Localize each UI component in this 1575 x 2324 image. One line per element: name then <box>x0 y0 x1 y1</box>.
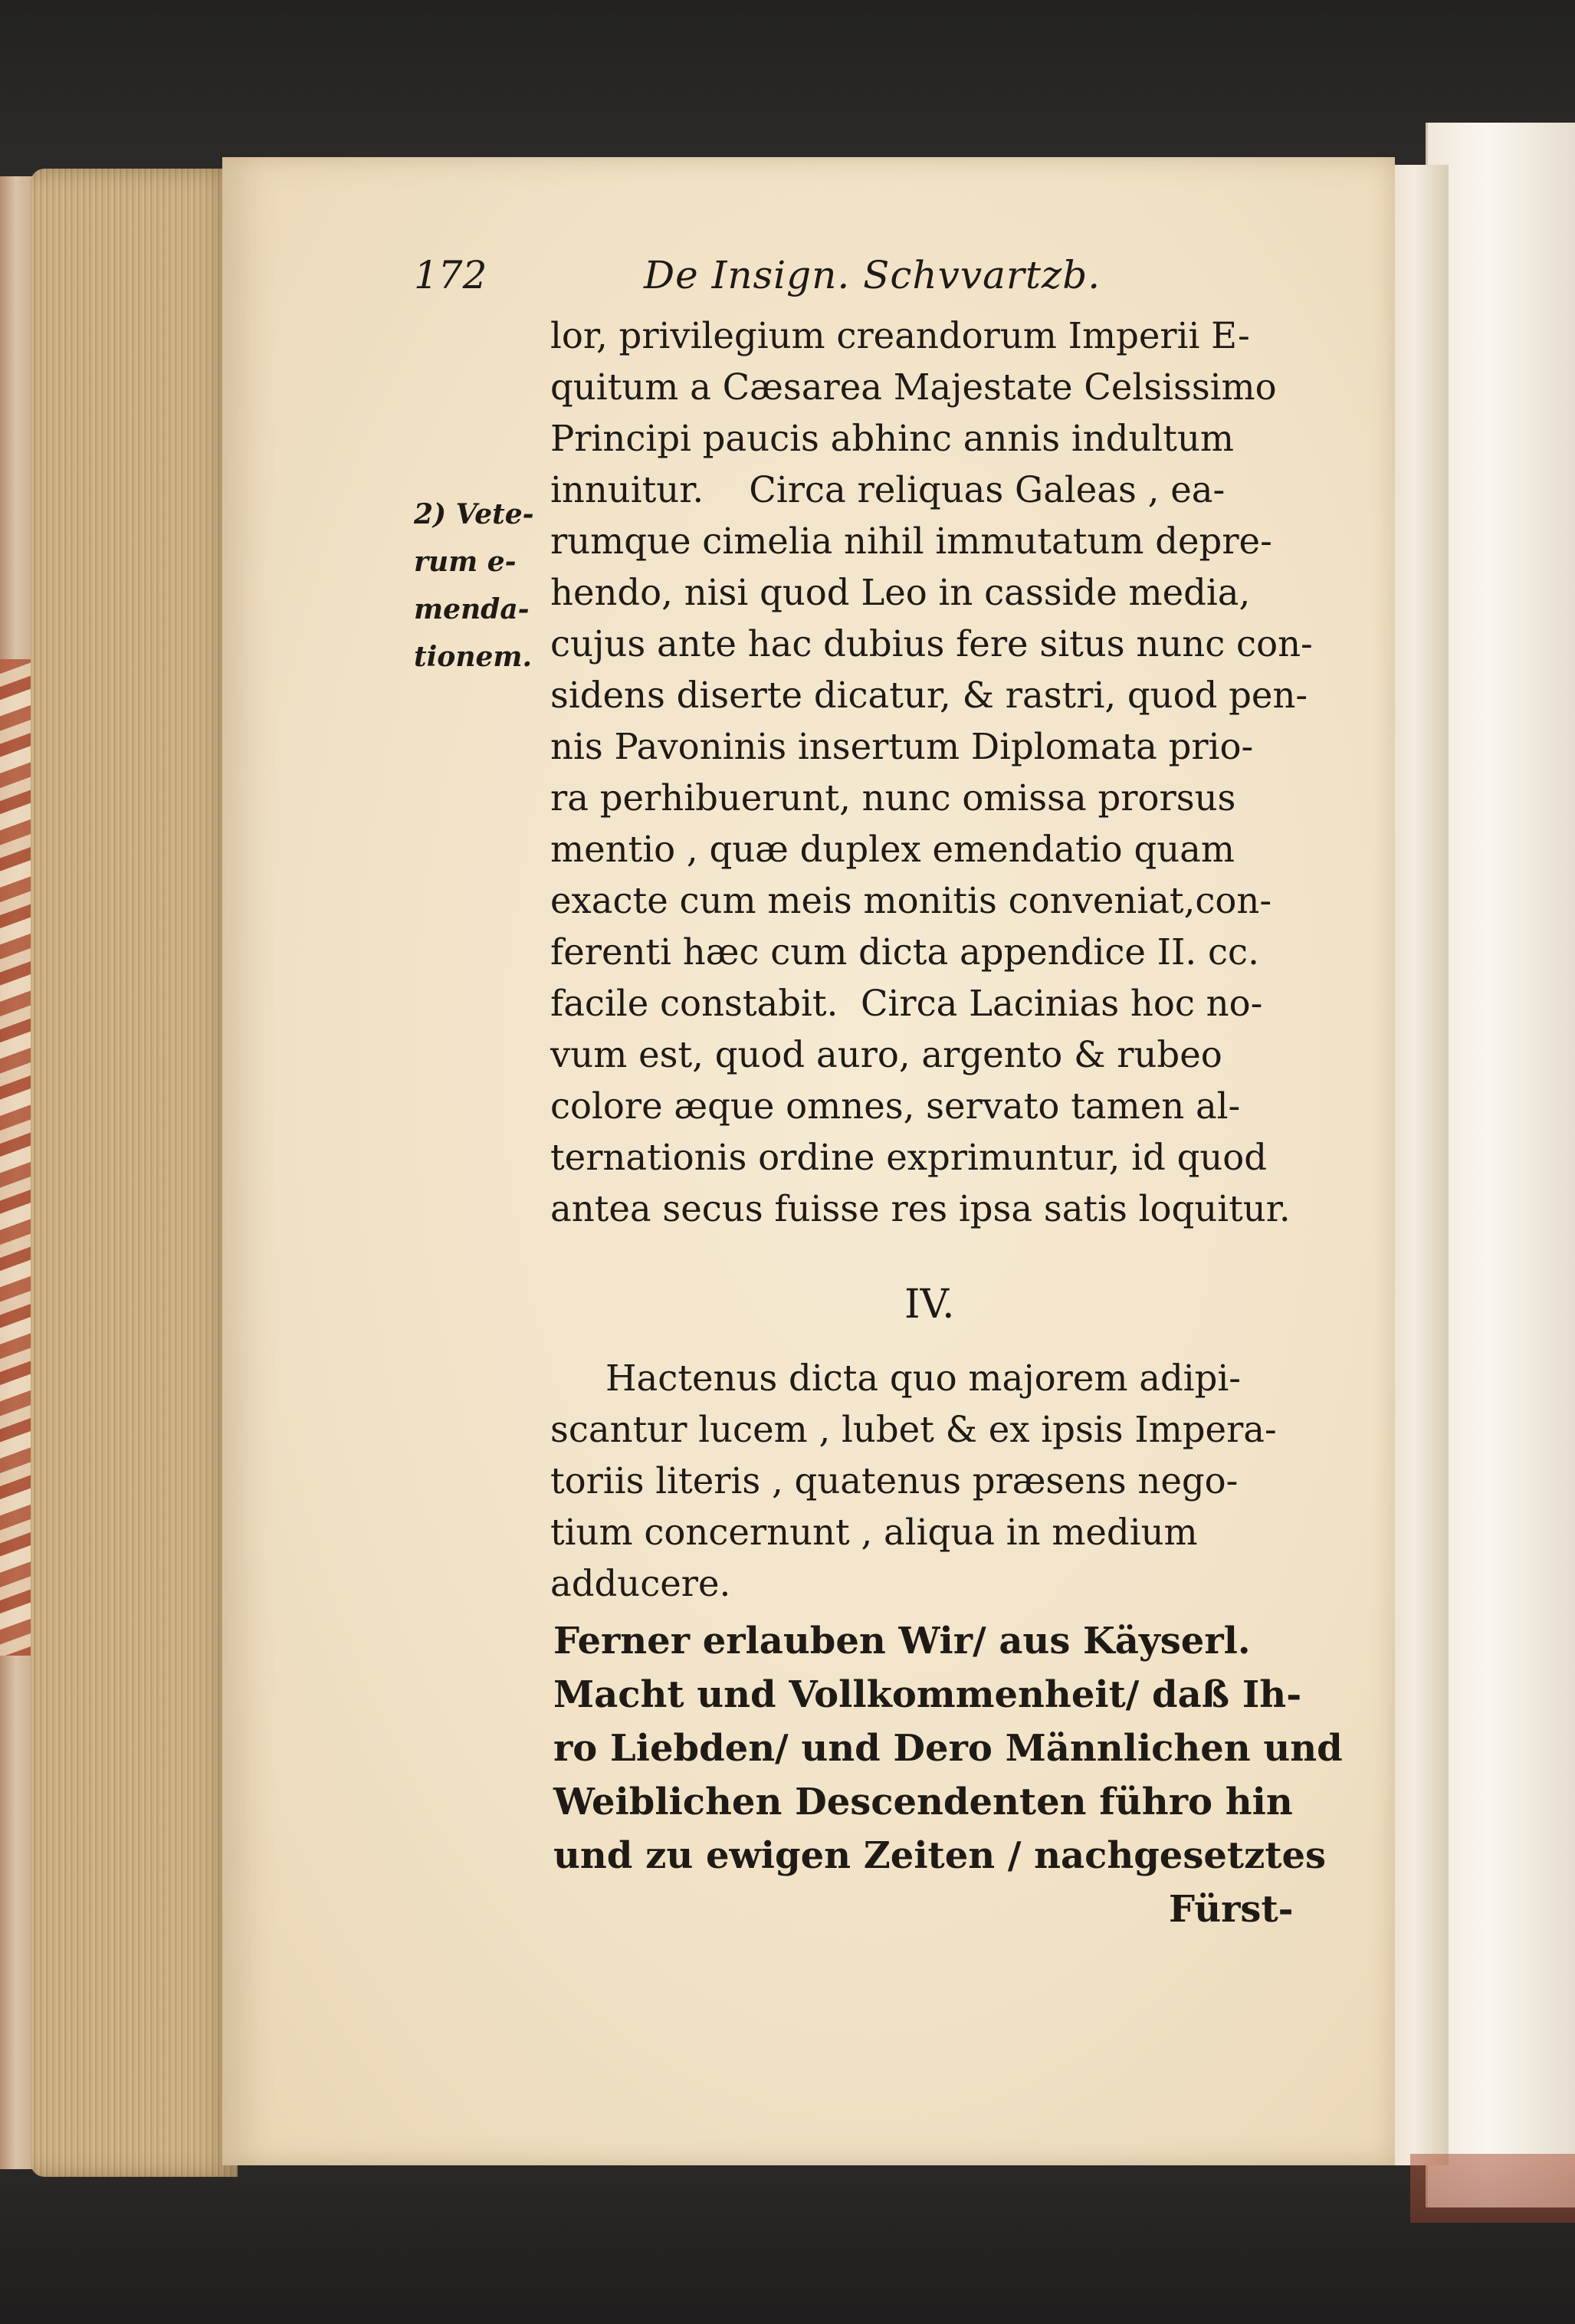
margin-note-line: tionem. <box>414 641 533 673</box>
text-line: tium concernunt , aliqua in medium <box>550 1512 1198 1553</box>
text-line: exacte cum meis monitis conveniat,con- <box>550 880 1272 921</box>
text-line: ra perhibuerunt, nunc omissa prorsus <box>550 777 1236 819</box>
text-line: colore æque omnes, servato tamen al- <box>550 1085 1241 1127</box>
margin-note-line: menda- <box>414 593 530 625</box>
page-number: 172 <box>414 253 487 297</box>
margin-note-line: rum e- <box>414 546 517 578</box>
text-line: innuitur. Circa reliquas Galeas , ea- <box>550 469 1226 510</box>
section-numeral: IV. <box>904 1282 955 1328</box>
text-line: Hactenus dicta quo majorem adipi- <box>605 1357 1241 1399</box>
text-line: toriis literis , quatenus præsens nego- <box>550 1460 1239 1502</box>
text-line: cujus ante hac dubius fere situs nunc con- <box>550 623 1313 665</box>
margin-note-line: 2) Vete- <box>414 498 534 530</box>
text-line: quitum a Cæsarea Majestate Celsissimo <box>550 366 1277 408</box>
text-line: ternationis ordine exprimuntur, id quod <box>550 1137 1268 1178</box>
marbled-endpaper <box>0 659 32 1656</box>
german-line: Weiblichen Descendenten führo hin <box>553 1781 1293 1823</box>
scan-backdrop-bottom <box>0 2177 1575 2324</box>
text-line: ferenti hæc cum dicta appendice II. cc. <box>550 931 1259 973</box>
text-line: scantur lucem , lubet & ex ipsis Impera- <box>550 1409 1277 1450</box>
german-line: und zu ewigen Zeiten / nachgesetztes <box>553 1834 1327 1877</box>
text-line: mentio , quæ duplex emendatio quam <box>550 829 1235 870</box>
text-line: adducere. <box>550 1563 731 1604</box>
text-line: Principi paucis abhinc annis indultum <box>550 418 1235 459</box>
german-line: Ferner erlauben Wir/ aus Käyserl. <box>553 1620 1251 1663</box>
german-line: Macht und Vollkommenheit/ daß Ih- <box>553 1673 1302 1716</box>
running-head: De Insign. Schvvartzb. <box>644 253 1101 297</box>
text-line: antea secus fuisse res ipsa satis loquitur. <box>550 1188 1291 1229</box>
text-line: facile constabit. Circa Lacinias hoc no- <box>550 983 1263 1024</box>
text-line: sidens diserte dicatur, & rastri, quod pen- <box>550 675 1308 716</box>
scan-backdrop-top <box>0 0 1575 176</box>
text-line: lor, privilegium creandorum Imperii E- <box>550 315 1250 356</box>
text-line: nis Pavoninis insertum Diplomata prio- <box>550 726 1254 767</box>
text-line: vum est, quod auro, argento & rubeo <box>550 1034 1222 1075</box>
catchword: Fürst- <box>1169 1888 1294 1931</box>
text-line: hendo, nisi quod Leo in casside media, <box>550 572 1251 613</box>
text-line: rumque cimelia nihil immutatum depre- <box>550 520 1272 562</box>
fore-edge-page-block <box>31 169 238 2177</box>
german-line: ro Liebden/ und Dero Männlichen und <box>553 1727 1343 1770</box>
right-cover-stain <box>1410 2154 1575 2223</box>
